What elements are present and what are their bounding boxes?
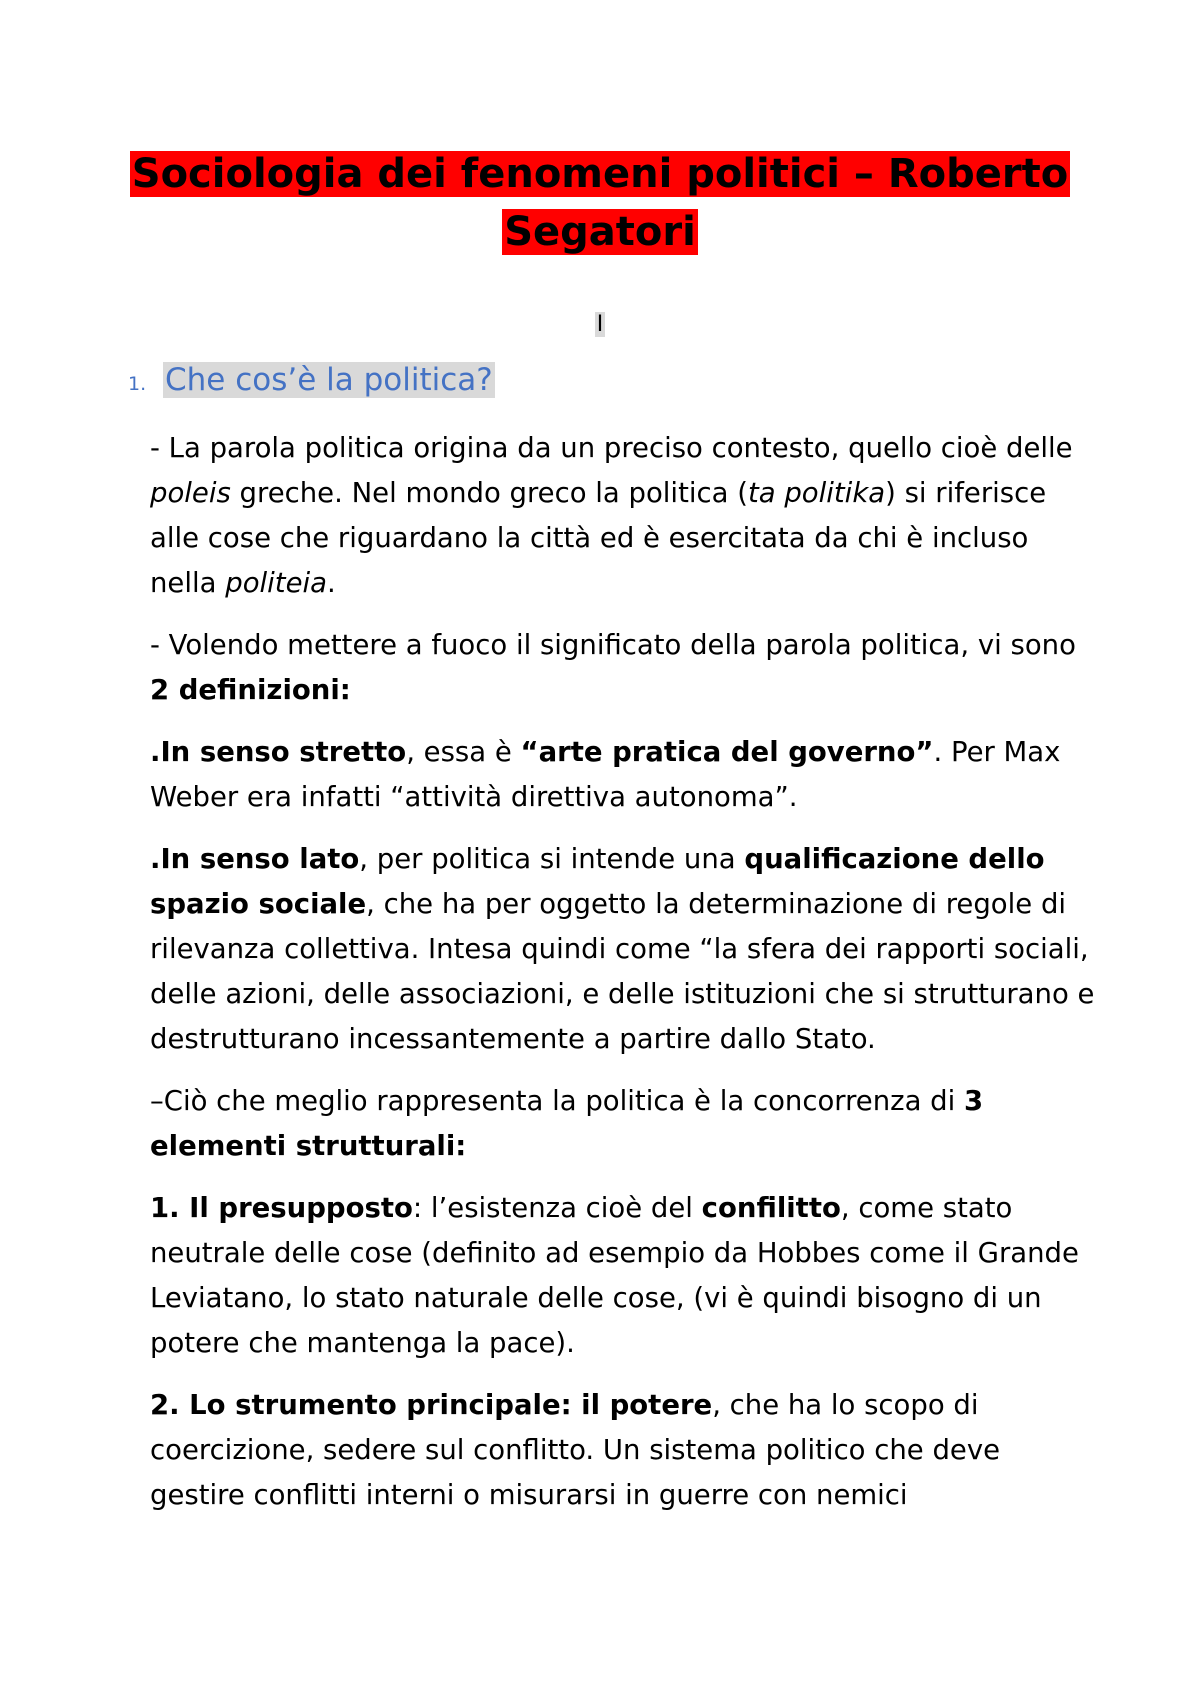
- chapter-numeral-text: I: [596, 312, 604, 337]
- italic-term: ta politika: [747, 477, 886, 509]
- bold-term: qualificazione dello spazio sociale: [150, 843, 1045, 920]
- paragraph-power: [150, 1383, 1100, 1518]
- heading-number: 1.: [128, 373, 147, 395]
- text-run: .: [327, 567, 336, 599]
- text-run: greche. Nel mondo greco la politica (: [230, 477, 748, 509]
- text-run: : l’esistenza cioè del: [412, 1192, 702, 1224]
- text-run: - Volendo mettere a fuoco il significato della parola politica, vi sono: [150, 629, 1076, 661]
- italic-term: poleis: [150, 477, 231, 509]
- text-run: . Per Max Weber era infatti “attività direttiva autonoma”.: [150, 736, 1061, 813]
- heading-text: Che cos’è la politica?: [165, 362, 493, 398]
- bold-term: 3 elementi strutturali:: [150, 1085, 984, 1162]
- text-run: , che ha lo scopo di coercizione, sedere sul conflitto. Un sistema politico che deve gestire conflitti interni o misurarsi in guerre con nemici: [150, 1389, 1001, 1511]
- bold-term: “arte pratica del governo”: [520, 736, 934, 768]
- text-run: , che ha per oggetto la determinazione di regole di rilevanza collettiva. Intesa quindi come “la sfera dei rapporti sociali, delle azioni, delle associazioni, e delle istituzioni che si strutturano e destrutturano incessantemente a partire dallo Stato.: [150, 888, 1095, 1055]
- document-title: [0, 145, 1200, 261]
- bold-term: 2. Lo strumento principale: il potere: [150, 1389, 713, 1421]
- chapter-numeral: [0, 312, 1200, 337]
- bold-term: 1. Il presupposto: [150, 1192, 413, 1224]
- text-run: –Ciò che meglio rappresenta la politica è la concorrenza di: [150, 1085, 965, 1117]
- paragraph-presupposition: [150, 1186, 1100, 1366]
- text-run: - La parola politica origina da un preciso contesto, quello cioè delle: [150, 432, 1073, 464]
- paragraph-structural-elements: [150, 1079, 1100, 1169]
- bold-term: 2 definizioni:: [150, 674, 351, 706]
- text-run: , per politica si intende una: [359, 843, 745, 875]
- bold-term: .In senso lato: [150, 843, 360, 875]
- bold-term: .In senso stretto: [150, 736, 407, 768]
- bold-term: confilitto: [701, 1192, 841, 1224]
- paragraph-origin: [150, 426, 1100, 606]
- document-body: [150, 426, 1100, 1535]
- paragraph-broad-sense: [150, 837, 1100, 1062]
- section-heading: [128, 362, 495, 398]
- italic-term: politeia: [225, 567, 327, 599]
- title-line-1: Sociologia dei fenomeni politici – Roberto: [131, 151, 1069, 197]
- title-line-2: Segatori: [504, 209, 696, 255]
- paragraph-strict-sense: [150, 730, 1100, 820]
- text-run: ) si riferisce alle cose che riguardano la città ed è esercitata da chi è incluso nella: [150, 477, 1047, 599]
- text-run: , essa è: [406, 736, 521, 768]
- paragraph-definitions: [150, 623, 1100, 713]
- text-run: , come stato neutrale delle cose (definito ad esempio da Hobbes come il Grande Leviatano, lo stato naturale delle cose, (vi è quindi bisogno di un potere che mantenga la pace).: [150, 1192, 1079, 1359]
